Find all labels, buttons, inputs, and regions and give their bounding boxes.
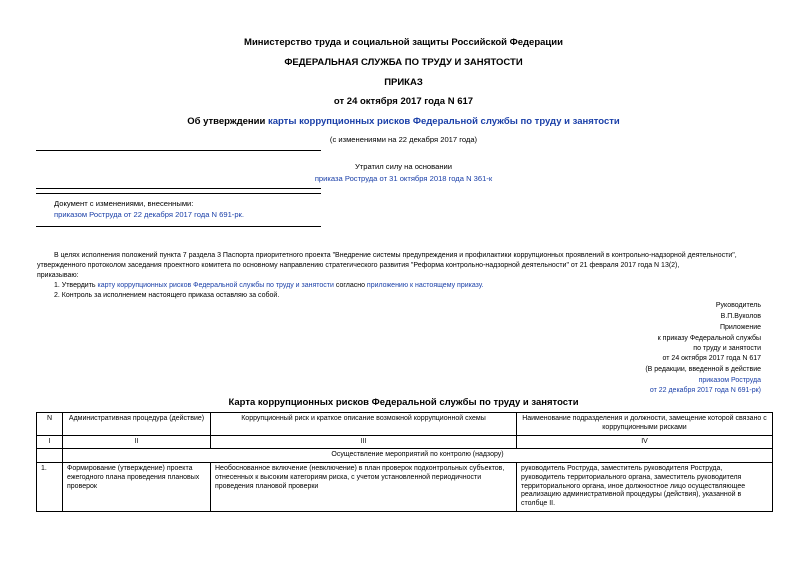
signature-role: Руководитель <box>715 302 761 309</box>
row-position: руководитель Роструда, заместитель руководителя Роструда, руководитель территориального органа, заместитель руководителя территориального органа, иное должностное лицо осуществляющее реализацию административной процедуры (действия), указанной в столбце II. <box>517 463 773 512</box>
appendix-date: от 24 октября 2017 года N 617 <box>662 355 761 362</box>
doc-title <box>0 116 807 127</box>
doc-type: ПРИКАЗ <box>384 77 423 88</box>
header-procedure: Административная процедура (действие) <box>63 413 211 436</box>
item1-appendix-link[interactable]: приложению к настоящему приказу. <box>366 282 484 289</box>
table-row <box>37 463 773 512</box>
changes-label: Документ с изменениями, внесенными: <box>54 199 194 208</box>
divider <box>36 188 321 189</box>
divider <box>36 150 321 151</box>
table-header-row <box>37 413 773 436</box>
changes-note: (с изменениями на 22 декабря 2017 года) <box>329 135 478 144</box>
divider <box>36 193 321 194</box>
table-numeral-row <box>37 435 773 449</box>
order-item-2: 2. Контроль за исполнением настоящего приказа оставляю за собой. <box>54 292 280 299</box>
appendix-edition-link-2[interactable]: от 22 декабря 2017 года N 691-рк) <box>649 387 761 394</box>
doc-title-link[interactable]: карты коррупционных рисков Федеральной службы по труду и занятости <box>267 116 620 127</box>
lost-force-text: Утратил силу на основании <box>354 162 453 171</box>
appendix-edition-link-1[interactable]: приказом Роструда <box>698 377 761 384</box>
appendix-to-order: к приказу Федеральной службы <box>657 335 761 342</box>
row-number: 1. <box>37 463 63 512</box>
header-position: Наименование подразделения и должности, замещение которой связано с коррупционными рисками <box>517 413 773 436</box>
numeral-cell: I <box>37 435 63 449</box>
numeral-cell: II <box>63 435 211 449</box>
changes-link[interactable]: приказом Роструда от 22 декабря 2017 года N 691-рк. <box>54 210 244 219</box>
map-title: Карта коррупционных рисков Федеральной службы по труду и занятости <box>228 397 579 408</box>
risk-map-table <box>36 412 773 512</box>
order-item-1 <box>54 282 484 289</box>
ministry-name: Министерство труда и социальной защиты Российской Федерации <box>244 37 563 48</box>
header-n: N <box>37 413 63 436</box>
appendix-edition: (В редакции, введенной в действие <box>645 366 761 373</box>
item1-map-link[interactable]: карту коррупционных рисков Федеральной службы по труду и занятости <box>97 282 334 289</box>
item1-mid: согласно <box>333 282 367 289</box>
section-empty-cell <box>37 449 63 463</box>
item1-prefix: 1. Утвердить <box>54 282 98 289</box>
doc-date: от 24 октября 2017 года N 617 <box>333 96 474 107</box>
appendix-label: Приложение <box>719 324 761 331</box>
preamble-line-1: В целях исполнения положений пункта 7 раздела 3 Паспорта приоритетного проекта "Внедрение системы предупреждения и профилактики коррупционных проявлений в контрольно-надзорной деятельности", <box>54 252 737 259</box>
header-risk: Коррупционный риск и краткое описание возможной коррупционной схемы <box>211 413 517 436</box>
service-name: ФЕДЕРАЛЬНАЯ СЛУЖБА ПО ТРУДУ И ЗАНЯТОСТИ <box>284 57 523 68</box>
preamble-line-2: утвержденного протоколом заседания проектного комитета по основному направлению стратегического развития "Реформа контрольно-надзорной деятельности" от 21 февраля 2017 года N 13(2), <box>37 262 680 269</box>
section-title: Осуществление мероприятий по контролю (надзору) <box>63 449 773 463</box>
divider <box>36 226 321 227</box>
appendix-service: по труду и занятости <box>693 345 761 352</box>
lost-force-link[interactable]: приказа Роструда от 31 октября 2018 года N 361-к <box>314 174 493 183</box>
numeral-cell: III <box>211 435 517 449</box>
doc-title-prefix: Об утверждении <box>187 116 268 127</box>
signature-name: В.П.Вуколов <box>720 313 761 320</box>
numeral-cell: IV <box>517 435 773 449</box>
order-word: приказываю: <box>37 272 79 279</box>
table-section-row <box>37 449 773 463</box>
row-risk: Необоснованное включение (невключение) в план проверок подконтрольных субъектов, отнесенных к высоким категориям риска, с учетом установленной периодичности проведения плановой проверки <box>211 463 517 512</box>
row-procedure: Формирование (утверждение) проекта ежегодного плана проведения плановых проверок <box>63 463 211 512</box>
